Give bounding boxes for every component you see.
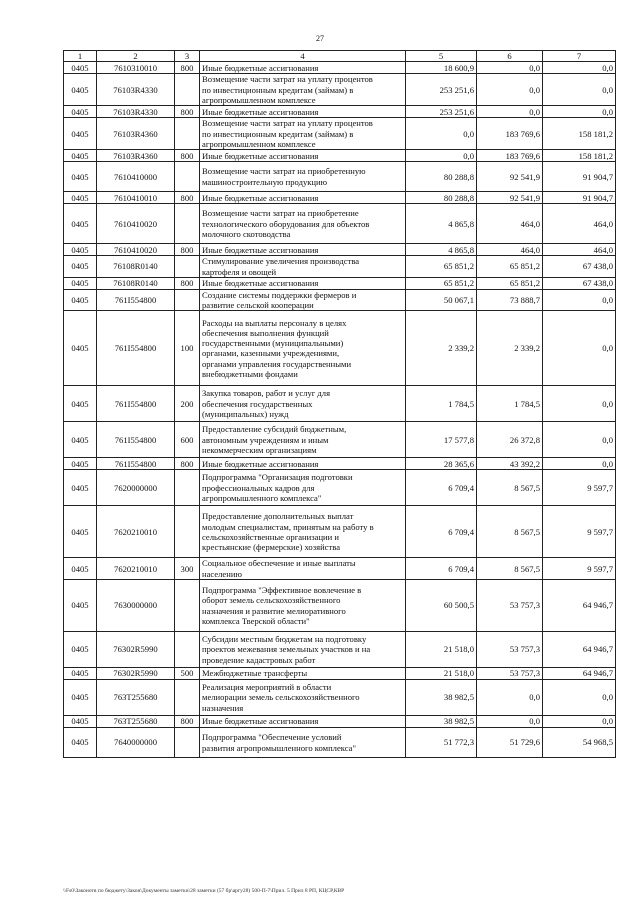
header-row <box>64 51 616 62</box>
cell-section: 0405 <box>64 422 97 458</box>
cell-amount-col5: 6 709,4 <box>406 470 477 506</box>
cell-amount-col7: 9 597,7 <box>543 506 616 558</box>
cell-expense-type <box>175 289 200 311</box>
cell-amount-col7: 0,0 <box>543 458 616 470</box>
cell-amount-col5: 28 365,6 <box>406 458 477 470</box>
cell-expense-type <box>175 632 200 668</box>
cell-expense-type <box>175 118 200 150</box>
cell-amount-col6: 0,0 <box>477 680 543 716</box>
cell-amount-col6: 8 567,5 <box>477 558 543 580</box>
cell-amount-col5: 0,0 <box>406 118 477 150</box>
cell-section: 0405 <box>64 204 97 244</box>
cell-amount-col6: 92 541,9 <box>477 192 543 204</box>
cell-amount-col7: 0,0 <box>543 386 616 422</box>
cell-amount-col6: 464,0 <box>477 244 543 256</box>
cell-expense-type <box>175 506 200 558</box>
cell-amount-col6: 1 784,5 <box>477 386 543 422</box>
cell-target-code: 761I554800 <box>97 289 175 311</box>
cell-name: Межбюджетные трансферты <box>200 668 406 680</box>
cell-name: Стимулирование увеличения производства картофеля и овощей <box>200 256 406 278</box>
cell-amount-col5: 1 784,5 <box>406 386 477 422</box>
cell-expense-type: 800 <box>175 458 200 470</box>
cell-section: 0405 <box>64 106 97 118</box>
cell-name: Иные бюджетные ассигнования <box>200 192 406 204</box>
cell-section: 0405 <box>64 277 97 289</box>
cell-section: 0405 <box>64 470 97 506</box>
cell-amount-col5: 0,0 <box>406 150 477 162</box>
cell-name: Иные бюджетные ассигнования <box>200 62 406 74</box>
table-row <box>64 632 616 668</box>
cell-section: 0405 <box>64 118 97 150</box>
cell-name: Возмещение части затрат на приобретенную машиностроительную продукцию <box>200 162 406 192</box>
cell-name: Создание системы поддержки фермеров и развитие сельской кооперации <box>200 289 406 311</box>
cell-amount-col7: 0,0 <box>543 289 616 311</box>
cell-expense-type: 300 <box>175 558 200 580</box>
cell-name: Реализация мероприятий в области мелиорации земель сельскохозяйственного назначения <box>200 680 406 716</box>
cell-amount-col6: 43 392,2 <box>477 458 543 470</box>
cell-amount-col5: 38 982,5 <box>406 716 477 728</box>
cell-amount-col7: 91 904,7 <box>543 192 616 204</box>
cell-amount-col5: 253 251,6 <box>406 74 477 106</box>
cell-amount-col5: 17 577,8 <box>406 422 477 458</box>
cell-target-code: 7630000000 <box>97 580 175 632</box>
cell-amount-col6: 53 757,3 <box>477 632 543 668</box>
cell-name: Подпрограмма "Организация подготовки профессиональных кадров для агропромышленного комплекса" <box>200 470 406 506</box>
cell-target-code: 76103R4330 <box>97 106 175 118</box>
cell-amount-col5: 51 772,3 <box>406 728 477 758</box>
table-row <box>64 277 616 289</box>
cell-section: 0405 <box>64 716 97 728</box>
table-row <box>64 150 616 162</box>
cell-amount-col7: 67 438,0 <box>543 277 616 289</box>
cell-section: 0405 <box>64 680 97 716</box>
table-row <box>64 716 616 728</box>
cell-amount-col6: 8 567,5 <box>477 470 543 506</box>
cell-amount-col6: 65 851,2 <box>477 256 543 278</box>
cell-name: Предоставление субсидий бюджетным, автономным учреждениям и иным некоммерческим организациям <box>200 422 406 458</box>
cell-expense-type: 800 <box>175 277 200 289</box>
col-header-2: 2 <box>97 51 175 62</box>
cell-target-code: 7640000000 <box>97 728 175 758</box>
table-row <box>64 580 616 632</box>
cell-section: 0405 <box>64 74 97 106</box>
cell-section: 0405 <box>64 386 97 422</box>
cell-name: Иные бюджетные ассигнования <box>200 106 406 118</box>
cell-amount-col7: 54 968,5 <box>543 728 616 758</box>
cell-section: 0405 <box>64 580 97 632</box>
table-row <box>64 558 616 580</box>
cell-target-code: 7620210010 <box>97 558 175 580</box>
cell-expense-type: 800 <box>175 244 200 256</box>
cell-amount-col6: 8 567,5 <box>477 506 543 558</box>
cell-target-code: 761I554800 <box>97 458 175 470</box>
cell-expense-type: 800 <box>175 106 200 118</box>
cell-amount-col5: 21 518,0 <box>406 632 477 668</box>
cell-expense-type: 100 <box>175 311 200 386</box>
cell-amount-col6: 0,0 <box>477 62 543 74</box>
cell-name: Возмещение части затрат на уплату процентов по инвестиционным кредитам (займам) в агропромышленном комплексе <box>200 118 406 150</box>
cell-expense-type <box>175 74 200 106</box>
col-header-7: 7 <box>543 51 616 62</box>
cell-amount-col7: 64 946,7 <box>543 580 616 632</box>
table-row <box>64 192 616 204</box>
cell-name: Подпрограмма "Эффективное вовлечение в оборот земель сельскохозяйственного назначения и развитие мелиоративного комплекса Тверской области" <box>200 580 406 632</box>
table-row <box>64 244 616 256</box>
budget-table <box>63 50 616 758</box>
cell-section: 0405 <box>64 289 97 311</box>
cell-expense-type <box>175 580 200 632</box>
cell-name: Иные бюджетные ассигнования <box>200 458 406 470</box>
cell-amount-col7: 0,0 <box>543 311 616 386</box>
cell-expense-type: 600 <box>175 422 200 458</box>
cell-section: 0405 <box>64 728 97 758</box>
cell-amount-col6: 73 888,7 <box>477 289 543 311</box>
page-number: 27 <box>316 34 324 43</box>
cell-expense-type: 800 <box>175 716 200 728</box>
cell-amount-col5: 2 339,2 <box>406 311 477 386</box>
col-header-1: 1 <box>64 51 97 62</box>
cell-amount-col7: 91 904,7 <box>543 162 616 192</box>
cell-expense-type <box>175 680 200 716</box>
cell-amount-col6: 65 851,2 <box>477 277 543 289</box>
col-header-5: 5 <box>406 51 477 62</box>
cell-target-code: 76302R5990 <box>97 668 175 680</box>
cell-amount-col5: 4 865,8 <box>406 244 477 256</box>
cell-target-code: 7620210010 <box>97 506 175 558</box>
cell-amount-col5: 50 067,1 <box>406 289 477 311</box>
cell-expense-type: 800 <box>175 62 200 74</box>
footer-file-path: \\Fs0\Законотв по бюджету\Закон\Документы заметки\28 заметки (57 бр\аргу28) 500-П-7\Прил. 5 Прил 8 РП, КЦСР,КВР <box>63 888 345 894</box>
cell-amount-col6: 183 769,6 <box>477 118 543 150</box>
cell-section: 0405 <box>64 150 97 162</box>
cell-amount-col7: 0,0 <box>543 74 616 106</box>
cell-amount-col7: 9 597,7 <box>543 470 616 506</box>
col-header-3: 3 <box>175 51 200 62</box>
table-row <box>64 289 616 311</box>
cell-amount-col7: 64 946,7 <box>543 632 616 668</box>
cell-target-code: 76108R0140 <box>97 277 175 289</box>
cell-section: 0405 <box>64 192 97 204</box>
cell-amount-col6: 92 541,9 <box>477 162 543 192</box>
cell-section: 0405 <box>64 558 97 580</box>
cell-target-code: 7610410020 <box>97 244 175 256</box>
cell-expense-type: 800 <box>175 192 200 204</box>
table-row <box>64 422 616 458</box>
table-row <box>64 204 616 244</box>
cell-amount-col7: 464,0 <box>543 204 616 244</box>
cell-amount-col5: 38 982,5 <box>406 680 477 716</box>
table-row <box>64 162 616 192</box>
cell-amount-col6: 464,0 <box>477 204 543 244</box>
table-row <box>64 74 616 106</box>
table-row <box>64 506 616 558</box>
cell-expense-type <box>175 470 200 506</box>
cell-name: Возмещение части затрат на уплату процентов по инвестиционным кредитам (займам) в агропромышленном комплексе <box>200 74 406 106</box>
cell-section: 0405 <box>64 162 97 192</box>
cell-amount-col6: 51 729,6 <box>477 728 543 758</box>
cell-amount-col5: 18 600,9 <box>406 62 477 74</box>
cell-name: Субсидии местным бюджетам на подготовку проектов межевания земельных участков и на проведение кадастровых работ <box>200 632 406 668</box>
cell-amount-col7: 9 597,7 <box>543 558 616 580</box>
cell-section: 0405 <box>64 506 97 558</box>
table-row <box>64 668 616 680</box>
cell-target-code: 761I554800 <box>97 386 175 422</box>
cell-amount-col5: 6 709,4 <box>406 506 477 558</box>
cell-name: Иные бюджетные ассигнования <box>200 277 406 289</box>
cell-expense-type <box>175 204 200 244</box>
cell-target-code: 763T255680 <box>97 680 175 716</box>
cell-expense-type <box>175 162 200 192</box>
cell-expense-type <box>175 256 200 278</box>
cell-amount-col5: 65 851,2 <box>406 277 477 289</box>
cell-section: 0405 <box>64 62 97 74</box>
cell-amount-col6: 53 757,3 <box>477 580 543 632</box>
cell-name: Расходы на выплаты персоналу в целях обеспечения выполнения функций государственными (муниципальными) органами, казенными учреждениями, органами управления государственными внебюджетными фондами <box>200 311 406 386</box>
cell-target-code: 76103R4360 <box>97 150 175 162</box>
cell-name: Социальное обеспечение и иные выплаты населению <box>200 558 406 580</box>
cell-name: Предоставление дополнительных выплат молодым специалистам, принятым на работу в сельскохозяйственные организации и крестьянские (фермерские) хозяйства <box>200 506 406 558</box>
table-row <box>64 386 616 422</box>
cell-target-code: 761I554800 <box>97 311 175 386</box>
table-row <box>64 458 616 470</box>
cell-section: 0405 <box>64 668 97 680</box>
cell-amount-col5: 80 288,8 <box>406 162 477 192</box>
col-header-6: 6 <box>477 51 543 62</box>
cell-target-code: 76108R0140 <box>97 256 175 278</box>
cell-amount-col6: 0,0 <box>477 106 543 118</box>
cell-expense-type: 200 <box>175 386 200 422</box>
cell-section: 0405 <box>64 244 97 256</box>
cell-amount-col7: 464,0 <box>543 244 616 256</box>
cell-target-code: 7610410020 <box>97 204 175 244</box>
cell-section: 0405 <box>64 458 97 470</box>
cell-section: 0405 <box>64 256 97 278</box>
cell-target-code: 7620000000 <box>97 470 175 506</box>
cell-amount-col7: 0,0 <box>543 62 616 74</box>
table-row <box>64 118 616 150</box>
cell-name: Иные бюджетные ассигнования <box>200 244 406 256</box>
cell-amount-col6: 183 769,6 <box>477 150 543 162</box>
cell-name: Иные бюджетные ассигнования <box>200 150 406 162</box>
cell-target-code: 763T255680 <box>97 716 175 728</box>
cell-amount-col7: 158 181,2 <box>543 150 616 162</box>
cell-amount-col5: 65 851,2 <box>406 256 477 278</box>
cell-target-code: 76103R4360 <box>97 118 175 150</box>
cell-target-code: 7610410010 <box>97 192 175 204</box>
cell-amount-col7: 158 181,2 <box>543 118 616 150</box>
cell-amount-col7: 67 438,0 <box>543 256 616 278</box>
table-row <box>64 680 616 716</box>
cell-section: 0405 <box>64 311 97 386</box>
cell-name: Закупка товаров, работ и услуг для обеспечения государственных (муниципальных) нужд <box>200 386 406 422</box>
cell-amount-col6: 2 339,2 <box>477 311 543 386</box>
cell-amount-col5: 253 251,6 <box>406 106 477 118</box>
cell-amount-col6: 26 372,8 <box>477 422 543 458</box>
cell-expense-type <box>175 728 200 758</box>
cell-amount-col5: 4 865,8 <box>406 204 477 244</box>
table-row <box>64 470 616 506</box>
cell-amount-col7: 64 946,7 <box>543 668 616 680</box>
cell-target-code: 76103R4330 <box>97 74 175 106</box>
table-row <box>64 106 616 118</box>
cell-amount-col7: 0,0 <box>543 680 616 716</box>
table-row <box>64 728 616 758</box>
cell-target-code: 7610310010 <box>97 62 175 74</box>
cell-expense-type: 800 <box>175 150 200 162</box>
table-row <box>64 62 616 74</box>
cell-amount-col7: 0,0 <box>543 106 616 118</box>
table-row <box>64 256 616 278</box>
cell-name: Иные бюджетные ассигнования <box>200 716 406 728</box>
cell-amount-col6: 0,0 <box>477 74 543 106</box>
cell-amount-col7: 0,0 <box>543 716 616 728</box>
cell-amount-col6: 53 757,3 <box>477 668 543 680</box>
cell-amount-col7: 0,0 <box>543 422 616 458</box>
cell-amount-col5: 60 500,5 <box>406 580 477 632</box>
cell-target-code: 761I554800 <box>97 422 175 458</box>
table-row <box>64 311 616 386</box>
cell-amount-col5: 6 709,4 <box>406 558 477 580</box>
cell-target-code: 7610410000 <box>97 162 175 192</box>
cell-expense-type: 500 <box>175 668 200 680</box>
col-header-4: 4 <box>200 51 406 62</box>
cell-amount-col5: 80 288,8 <box>406 192 477 204</box>
cell-name: Возмещение части затрат на приобретение технологического оборудования для объектов молочного скотоводства <box>200 204 406 244</box>
cell-name: Подпрограмма "Обеспечение условий развития агропромышленного комплекса" <box>200 728 406 758</box>
cell-section: 0405 <box>64 632 97 668</box>
cell-amount-col5: 21 518,0 <box>406 668 477 680</box>
cell-amount-col6: 0,0 <box>477 716 543 728</box>
cell-target-code: 76302R5990 <box>97 632 175 668</box>
